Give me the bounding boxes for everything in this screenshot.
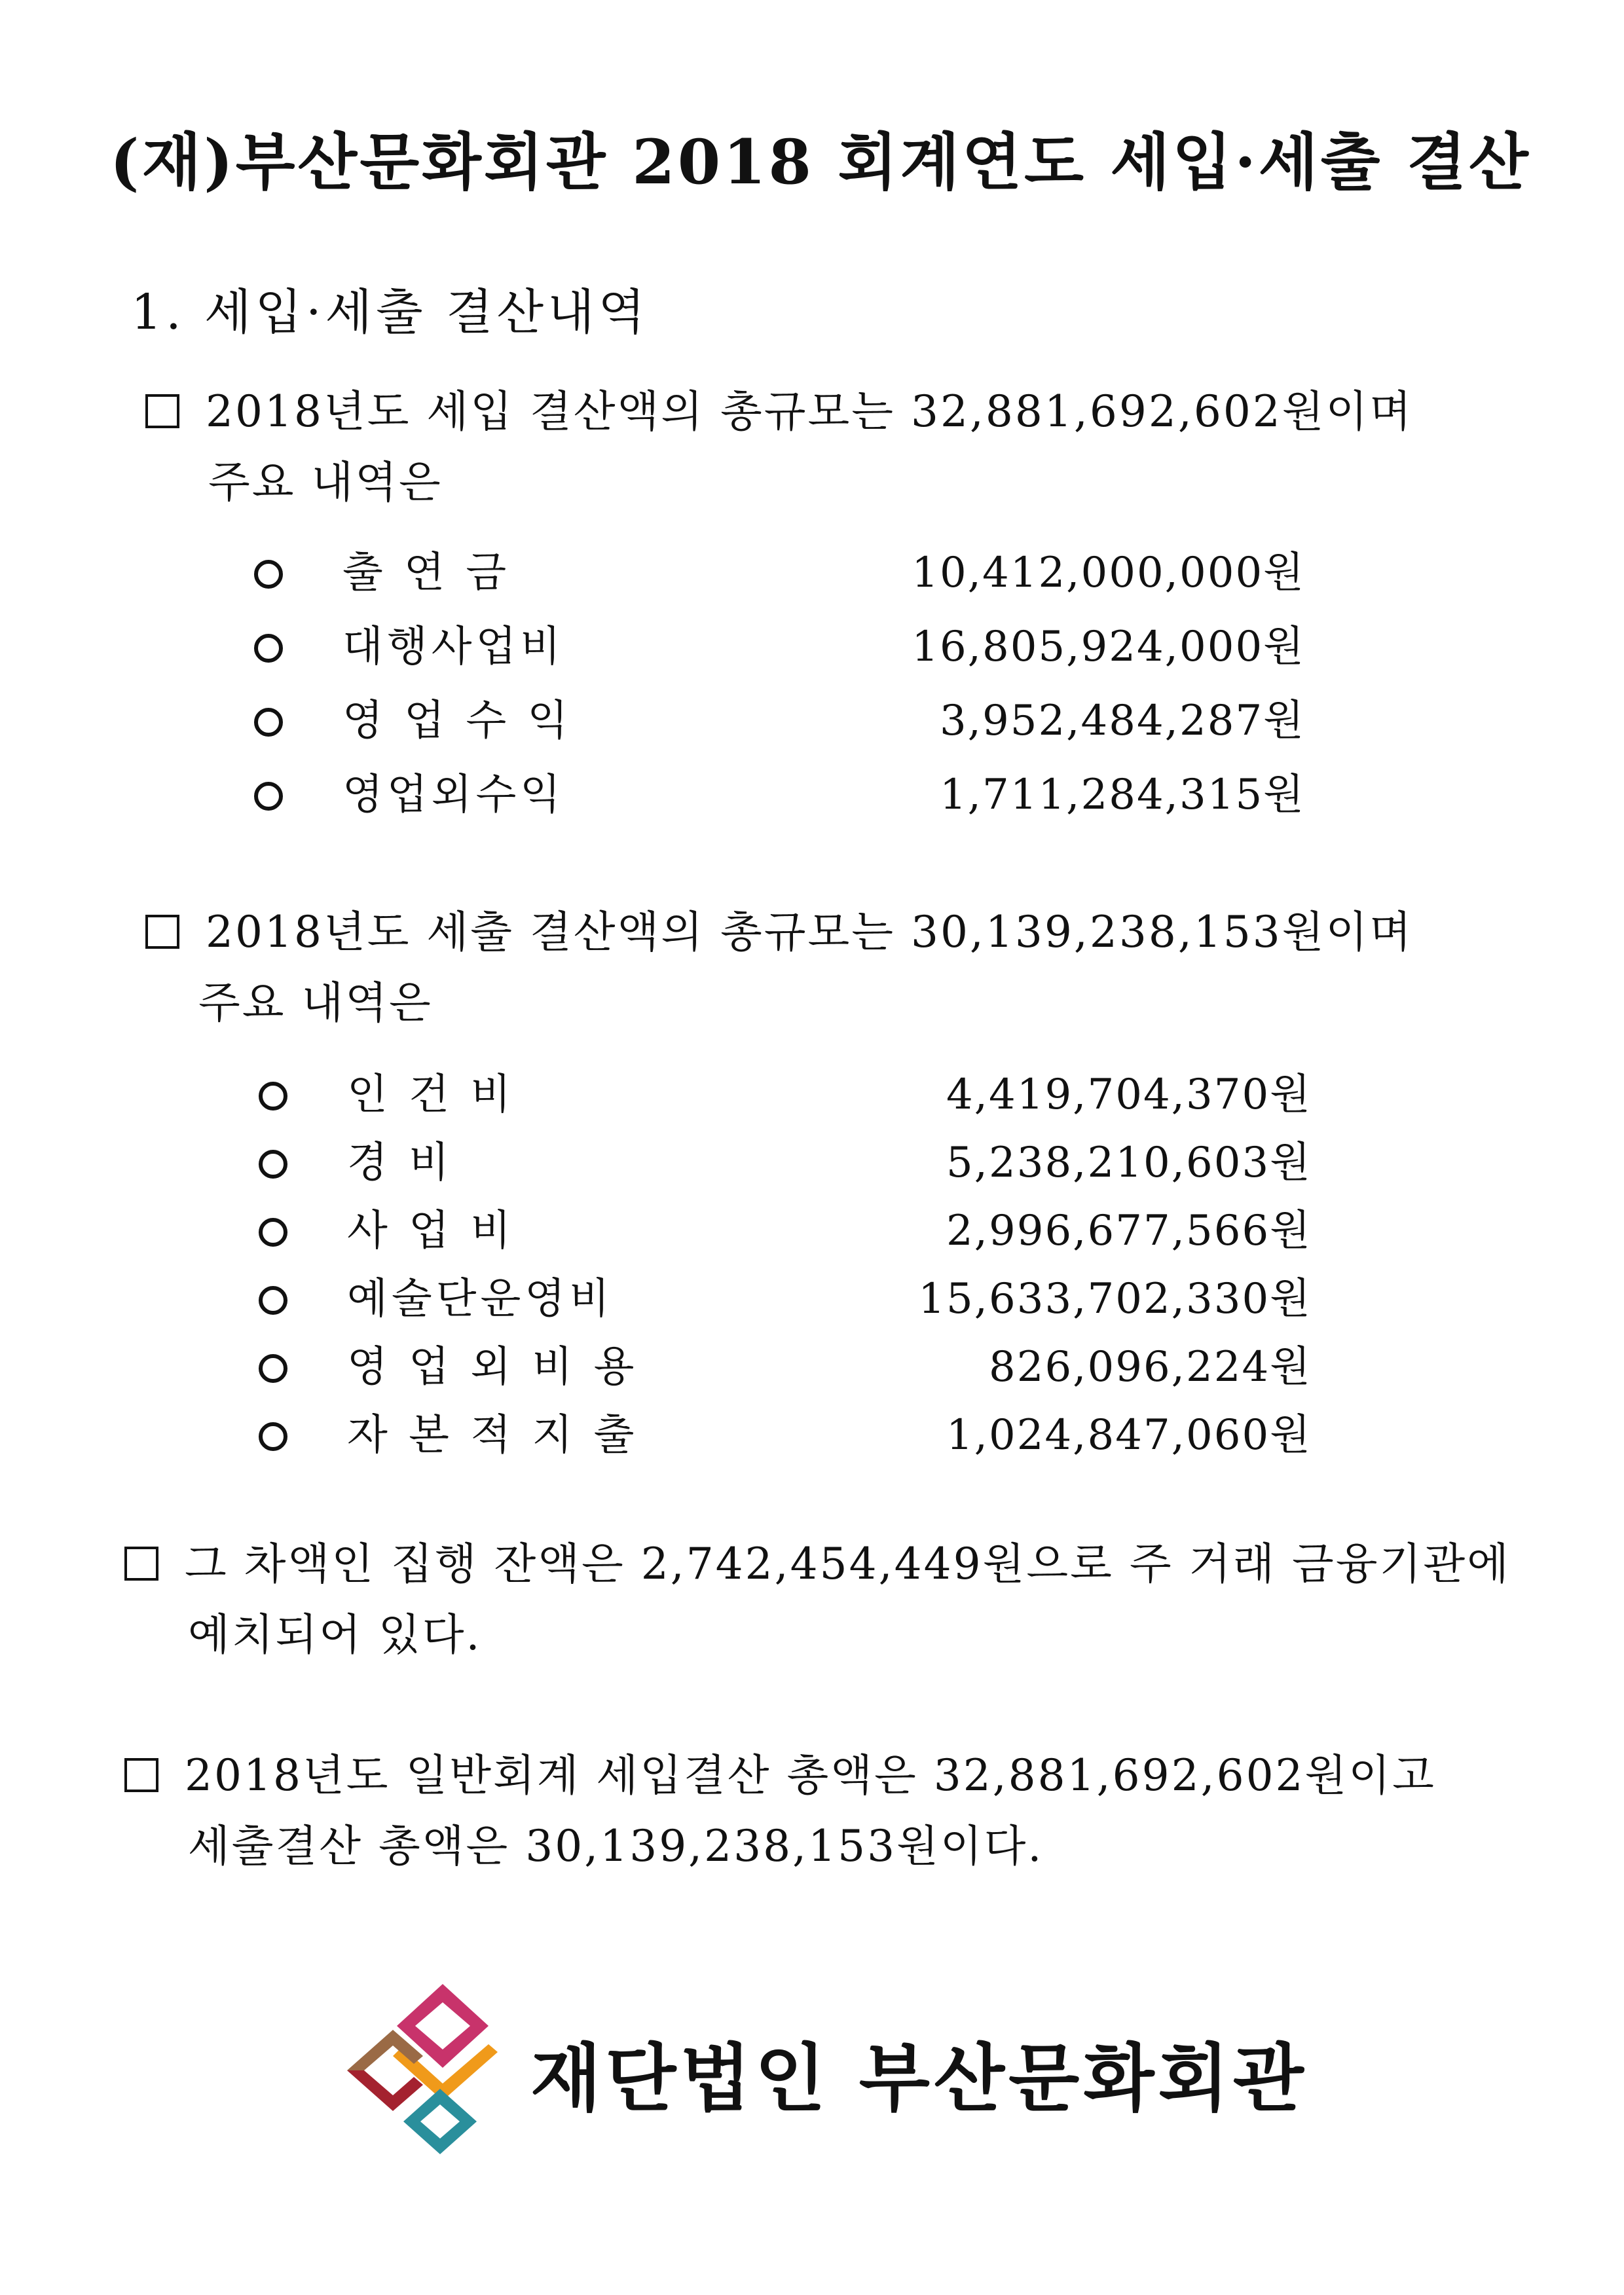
item-amount: 10,412,000,000원 bbox=[912, 549, 1305, 597]
item-label: 영업외수익 bbox=[342, 771, 565, 819]
item-amount: 1,711,284,315원 bbox=[939, 771, 1305, 819]
circle-bullet-icon bbox=[259, 1218, 287, 1247]
item-label: 대행사업비 bbox=[342, 623, 565, 671]
item-amount: 5,238,210,603원 bbox=[946, 1139, 1312, 1187]
expenditure-item bbox=[259, 1205, 1312, 1257]
item-label: 출 연 금 bbox=[342, 549, 511, 597]
expenditure-item bbox=[259, 1273, 1312, 1325]
foundation-name: 재단법인 부산문화회관 bbox=[530, 2036, 1308, 2121]
expenditure-line2: 주요 내역은 bbox=[198, 978, 433, 1028]
expenditure-item bbox=[259, 1341, 1312, 1393]
circle-bullet-icon bbox=[254, 782, 283, 811]
summary-line2: 세출결산 총액은 30,139,238,153원이다. bbox=[188, 1821, 1044, 1871]
item-label: 인 건 비 bbox=[347, 1071, 515, 1119]
item-amount: 1,024,847,060원 bbox=[946, 1411, 1312, 1460]
expenditure-item bbox=[259, 1409, 1312, 1461]
expenditure-intro bbox=[145, 897, 1413, 968]
checkbox-square-icon bbox=[124, 1547, 158, 1581]
revenue-line2: 주요 내역은 bbox=[208, 457, 443, 507]
circle-bullet-icon bbox=[259, 1354, 287, 1383]
item-amount: 16,805,924,000원 bbox=[912, 623, 1305, 671]
expenditure-item bbox=[259, 1137, 1312, 1189]
revenue-item bbox=[254, 621, 1305, 673]
item-amount: 4,419,704,370원 bbox=[946, 1071, 1312, 1119]
circle-bullet-icon bbox=[259, 1082, 287, 1111]
item-label: 예술단운영비 bbox=[347, 1275, 614, 1323]
item-label: 영 업 외 비 용 bbox=[347, 1343, 638, 1391]
summary-paragraph bbox=[124, 1740, 1436, 1811]
revenue-item bbox=[254, 547, 1305, 599]
revenue-item bbox=[254, 769, 1305, 821]
item-amount: 15,633,702,330원 bbox=[918, 1275, 1312, 1323]
summary-line1: 2018년도 일반회계 세입결산 총액은 32,881,692,602원이고 bbox=[185, 1750, 1436, 1801]
item-label: 사 업 비 bbox=[347, 1207, 515, 1255]
expenditure-line1: 2018년도 세출 결산액의 총규모는 30,139,238,153원이며 bbox=[206, 907, 1414, 957]
page-title: (재)부산문화회관 2018 회계연도 세입·세출 결산 bbox=[110, 126, 1531, 198]
checkbox-square-icon bbox=[145, 915, 179, 949]
checkbox-square-icon bbox=[124, 1758, 158, 1792]
item-label: 자 본 적 지 출 bbox=[347, 1411, 638, 1460]
balance-paragraph bbox=[124, 1529, 1511, 1600]
item-amount: 3,952,484,287원 bbox=[939, 697, 1305, 745]
item-amount: 2,996,677,566원 bbox=[946, 1207, 1312, 1255]
balance-line1: 그 차액인 집행 잔액은 2,742,454,449원으로 주 거래 금융기관에 bbox=[185, 1539, 1511, 1589]
circle-bullet-icon bbox=[254, 634, 283, 663]
section-heading: 1. 세입·세출 결산내역 bbox=[131, 284, 650, 340]
revenue-item bbox=[254, 695, 1305, 747]
revenue-intro bbox=[145, 376, 1413, 447]
circle-bullet-icon bbox=[254, 560, 283, 589]
circle-bullet-icon bbox=[259, 1150, 287, 1179]
item-amount: 826,096,224원 bbox=[989, 1343, 1312, 1391]
circle-bullet-icon bbox=[259, 1422, 287, 1451]
balance-line2: 예치되어 있다. bbox=[188, 1609, 482, 1660]
foundation-logo-icon bbox=[347, 1984, 511, 2154]
checkbox-square-icon bbox=[145, 394, 179, 428]
circle-bullet-icon bbox=[259, 1286, 287, 1315]
item-label: 영 업 수 익 bbox=[342, 697, 572, 745]
revenue-line1: 2018년도 세입 결산액의 총규모는 32,881,692,602원이며 bbox=[206, 386, 1414, 437]
circle-bullet-icon bbox=[254, 708, 283, 737]
item-label: 경 비 bbox=[347, 1139, 453, 1187]
expenditure-item bbox=[259, 1069, 1312, 1121]
